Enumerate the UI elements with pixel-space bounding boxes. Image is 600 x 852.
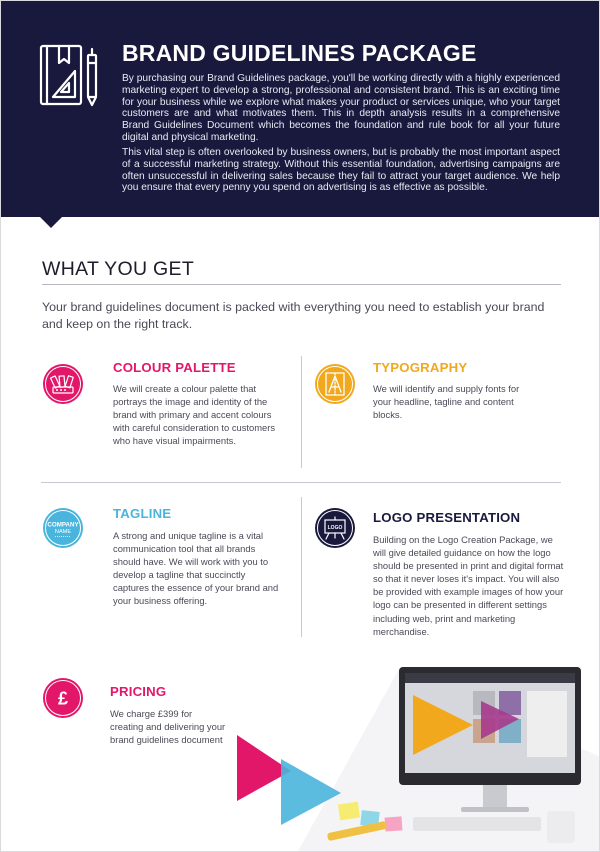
pricing-body: We charge £399 for creating and delivering your brand guidelines document [110, 708, 226, 746]
tagline-title: TAGLINE [113, 506, 172, 521]
section-title: WHAT YOU GET [42, 258, 195, 280]
company-icon-text-2: NAME [54, 529, 72, 535]
logo-presentation-body: Building on the Logo Creation Package, we will give detailed guidance on how the logo should be presented in print and digital format so that it never loses it's impact. You will also be provided with example images of how your logo can be presented in different settings including web, print and marketing merchandise. [373, 534, 564, 637]
logo-presentation-title: LOGO PRESENTATION [373, 510, 521, 525]
colour-swatch-icon [42, 363, 84, 405]
colour-palette-body: We will create a colour palette that portrays the image and identity of the brand with primary and accent colours with careful consideration to customers who have visual impairments. [113, 383, 276, 447]
typography-body: We will identify and supply fonts for your headline, tagline and content blocks. [373, 383, 520, 421]
header-paragraph-2: This vital step is often overlooked by business owners, but is probably the most important aspect of a successful marketing strategy. Without this essential foundation, advertising campaigns are often unsuccessful in delivering sales because they fail to attract your target audience. We help you ensure that every penny you spend on advertising is as effective as possible. [122, 147, 560, 194]
section-intro: Your brand guidelines document is packed with everything you need to establish your brand and keep on the right track. [42, 300, 545, 331]
workspace-illustration [237, 661, 600, 852]
header-notch [39, 216, 63, 228]
header-banner [1, 1, 600, 217]
typography-title: TYPOGRAPHY [373, 360, 468, 375]
grid-divider-vertical-top [301, 356, 302, 468]
logo-easel-icon [314, 507, 356, 549]
pricing-title: PRICING [110, 684, 167, 699]
pound-sign-icon [42, 677, 84, 719]
grid-divider-vertical-bottom [301, 497, 302, 637]
typography-icon [314, 363, 356, 405]
section-divider [42, 284, 561, 285]
page-title: BRAND GUIDELINES PACKAGE [122, 40, 477, 66]
tagline-body: A strong and unique tagline is a vital communication tool that all brands should have. We will work with you to develop a tagline that succinctly captures the essence of your brand and your business offering. [113, 530, 279, 607]
company-name-icon [42, 507, 84, 549]
brand-book-icon [35, 41, 105, 111]
company-icon-text-1: COMPANY [47, 521, 79, 529]
colour-palette-title: COLOUR PALETTE [113, 360, 236, 375]
header-paragraph-1: By purchasing our Brand Guidelines package, you'll be working directly with a highly experienced marketing expert to develop a strong, professional and consistent brand. This is an exciting time for your business while we explore what makes your product or services unique, who your target customers are and what motivates them. This in depth analysis results in a comprehensive Brand Guidelines Document which becomes the foundation and rule book for all your future digital and physical marketing. [122, 73, 560, 143]
logo-icon-text: LOGO [327, 524, 343, 531]
pound-icon-text: £ [57, 688, 69, 709]
grid-divider-horizontal [41, 482, 561, 483]
